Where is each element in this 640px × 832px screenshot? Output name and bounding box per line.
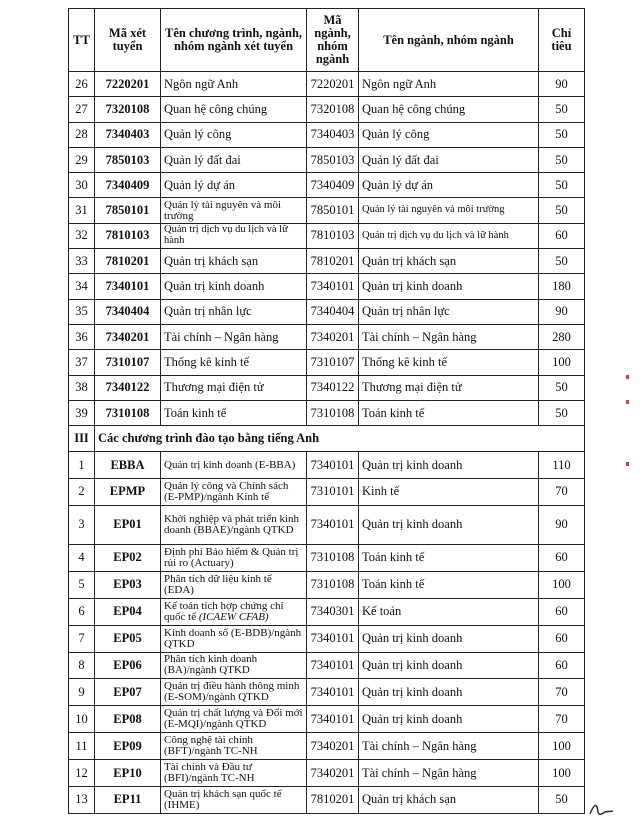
cell-code: 7340122 xyxy=(95,375,161,400)
cell-major: Kế toán xyxy=(359,598,539,625)
cell-code: EP07 xyxy=(95,679,161,706)
cell-tt: 30 xyxy=(69,173,95,198)
cell-program: Quản lý dự án xyxy=(161,173,307,198)
cell-code: EP02 xyxy=(95,544,161,571)
cell-code: 7340404 xyxy=(95,299,161,324)
cell-major-code: 7340201 xyxy=(307,733,359,760)
cell-quota: 60 xyxy=(539,652,585,679)
margin-speck xyxy=(626,375,629,379)
cell-code: 7810103 xyxy=(95,223,161,248)
cell-tt: 11 xyxy=(69,733,95,760)
cell-major: Thống kê kinh tế xyxy=(359,350,539,375)
cell-tt: 35 xyxy=(69,299,95,324)
cell-quota: 50 xyxy=(539,122,585,147)
cell-program xyxy=(161,598,307,625)
cell-major-code: 7340201 xyxy=(307,324,359,349)
cell-code: 7850103 xyxy=(95,147,161,172)
cell-major: Quản trị khách sạn xyxy=(359,249,539,274)
table-row xyxy=(69,652,585,679)
cell-major-code: 7810103 xyxy=(307,223,359,248)
cell-major-code: 7340101 xyxy=(307,706,359,733)
cell-major: Quản trị nhân lực xyxy=(359,299,539,324)
cell-quota: 70 xyxy=(539,706,585,733)
cell-program: Quản trị điều hành thông minh (E-SOM)/ngành QTKD xyxy=(161,679,307,706)
cell-major: Tài chính – Ngân hàng xyxy=(359,733,539,760)
cell-major: Quản lý dự án xyxy=(359,173,539,198)
cell-major-code: 7810201 xyxy=(307,249,359,274)
cell-code: 7810201 xyxy=(95,249,161,274)
cell-tt: 4 xyxy=(69,544,95,571)
cell-major-code: 7310108 xyxy=(307,544,359,571)
cell-major: Quản trị kinh doanh xyxy=(359,274,539,299)
cell-tt: 33 xyxy=(69,249,95,274)
table-row xyxy=(69,97,585,122)
cell-tt: 5 xyxy=(69,571,95,598)
cell-program: Tài chính và Đầu tư (BFI)/ngành TC-NH xyxy=(161,760,307,787)
cell-major-code: 7340101 xyxy=(307,625,359,652)
cell-code: EPMP xyxy=(95,479,161,506)
cell-code: EP09 xyxy=(95,733,161,760)
table-row xyxy=(69,299,585,324)
cell-major-code: 7310101 xyxy=(307,479,359,506)
cell-program: Phân tích kinh doanh (BA)/ngành QTKD xyxy=(161,652,307,679)
cell-program: Tài chính – Ngân hàng xyxy=(161,324,307,349)
cell-tt: 38 xyxy=(69,375,95,400)
cell-program: Quản trị khách sạn quốc tế (IHME) xyxy=(161,786,307,813)
cell-program: Phân tích dữ liệu kinh tế (EDA) xyxy=(161,571,307,598)
document-page xyxy=(68,8,584,814)
cell-major-code: 7340122 xyxy=(307,375,359,400)
cell-quota: 70 xyxy=(539,679,585,706)
cell-quota: 100 xyxy=(539,760,585,787)
cell-major-code: 7340403 xyxy=(307,122,359,147)
cell-tt: 6 xyxy=(69,598,95,625)
cell-code: 7310108 xyxy=(95,400,161,425)
cell-program: Quản lý đất đai xyxy=(161,147,307,172)
header-ma-nganh: Mã ngành, nhóm ngành xyxy=(307,9,359,72)
table-row xyxy=(69,625,585,652)
cell-major: Quản trị kinh doanh xyxy=(359,679,539,706)
cell-major: Quản lý tài nguyên và môi trường xyxy=(359,198,539,223)
cell-quota: 280 xyxy=(539,324,585,349)
cell-major: Toán kinh tế xyxy=(359,571,539,598)
cell-quota: 50 xyxy=(539,786,585,813)
cell-tt: 36 xyxy=(69,324,95,349)
handwritten-initial-mark xyxy=(588,800,614,818)
cell-major-code: 7340409 xyxy=(307,173,359,198)
cell-major: Tài chính – Ngân hàng xyxy=(359,324,539,349)
cell-major: Quản trị khách sạn xyxy=(359,786,539,813)
cell-code: EBBA xyxy=(95,452,161,479)
cell-quota: 50 xyxy=(539,400,585,425)
cell-tt: 39 xyxy=(69,400,95,425)
table-row xyxy=(69,598,585,625)
cell-tt: 31 xyxy=(69,198,95,223)
cell-major: Quan hệ công chúng xyxy=(359,97,539,122)
cell-tt: 10 xyxy=(69,706,95,733)
cell-major: Quản trị kinh doanh xyxy=(359,706,539,733)
cell-tt: 9 xyxy=(69,679,95,706)
table-row xyxy=(69,223,585,248)
header-ten-nganh: Tên ngành, nhóm ngành xyxy=(359,9,539,72)
cell-code: 7310107 xyxy=(95,350,161,375)
table-header-row xyxy=(69,9,585,72)
header-ma-xet-tuyen: Mã xét tuyển xyxy=(95,9,161,72)
cell-major: Thương mại điện tử xyxy=(359,375,539,400)
cell-quota: 110 xyxy=(539,452,585,479)
cell-major-code: 7310108 xyxy=(307,571,359,598)
cell-program: Quản lý tài nguyên và môi trường xyxy=(161,198,307,223)
cell-major: Quản trị dịch vụ du lịch và lữ hành xyxy=(359,223,539,248)
cell-major-code: 7340101 xyxy=(307,505,359,544)
cell-major-code: 7340101 xyxy=(307,652,359,679)
cell-tt: 28 xyxy=(69,122,95,147)
cell-tt: 32 xyxy=(69,223,95,248)
table-row xyxy=(69,786,585,813)
cell-major: Toán kinh tế xyxy=(359,544,539,571)
cell-program: Quản lý công xyxy=(161,122,307,147)
table-row xyxy=(69,198,585,223)
cell-major-code: 7850103 xyxy=(307,147,359,172)
cell-quota: 70 xyxy=(539,479,585,506)
cell-program: Quan hệ công chúng xyxy=(161,97,307,122)
cell-major: Tài chính – Ngân hàng xyxy=(359,760,539,787)
cell-quota: 50 xyxy=(539,173,585,198)
cell-major-code: 7340301 xyxy=(307,598,359,625)
table-row xyxy=(69,400,585,425)
cell-tt: 2 xyxy=(69,479,95,506)
cell-major-code: 7340101 xyxy=(307,679,359,706)
cell-program: Công nghệ tài chính (BFT)/ngành TC-NH xyxy=(161,733,307,760)
cell-major: Toán kinh tế xyxy=(359,400,539,425)
cell-program: Quản trị nhân lực xyxy=(161,299,307,324)
program-cert: (ICAEW CFAB) xyxy=(198,610,269,623)
table-row xyxy=(69,505,585,544)
cell-quota: 100 xyxy=(539,350,585,375)
cell-code: EP04 xyxy=(95,598,161,625)
cell-code: 7340409 xyxy=(95,173,161,198)
cell-code: 7850101 xyxy=(95,198,161,223)
table-row xyxy=(69,679,585,706)
margin-speck xyxy=(626,462,629,466)
cell-tt: 27 xyxy=(69,97,95,122)
cell-quota: 60 xyxy=(539,223,585,248)
cell-quota: 60 xyxy=(539,625,585,652)
cell-tt: 3 xyxy=(69,505,95,544)
cell-major-code: 7340101 xyxy=(307,274,359,299)
cell-quota: 100 xyxy=(539,733,585,760)
cell-tt: 8 xyxy=(69,652,95,679)
cell-quota: 60 xyxy=(539,544,585,571)
section-title: Các chương trình đào tạo bằng tiếng Anh xyxy=(95,426,585,452)
cell-code: 7340201 xyxy=(95,324,161,349)
cell-code: 7340403 xyxy=(95,122,161,147)
cell-major-code: 7310107 xyxy=(307,350,359,375)
cell-major-code: 7320108 xyxy=(307,97,359,122)
cell-major: Kinh tế xyxy=(359,479,539,506)
cell-program: Thương mại điện tử xyxy=(161,375,307,400)
cell-major-code: 7340201 xyxy=(307,760,359,787)
cell-code: 7320108 xyxy=(95,97,161,122)
cell-quota: 90 xyxy=(539,72,585,97)
section-header-row xyxy=(69,426,585,452)
cell-major: Quản lý công xyxy=(359,122,539,147)
cell-program: Quản lý công và Chính sách (E-PMP)/ngành Kinh tế xyxy=(161,479,307,506)
margin-speck xyxy=(626,400,629,404)
cell-quota: 50 xyxy=(539,249,585,274)
cell-program: Quản trị dịch vụ du lịch và lữ hành xyxy=(161,223,307,248)
cell-quota: 50 xyxy=(539,97,585,122)
cell-quota: 180 xyxy=(539,274,585,299)
header-tt: TT xyxy=(69,9,95,72)
table-row xyxy=(69,544,585,571)
cell-major: Ngôn ngữ Anh xyxy=(359,72,539,97)
cell-program: Kinh doanh số (E-BDB)/ngành QTKD xyxy=(161,625,307,652)
table-row xyxy=(69,760,585,787)
cell-code: EP08 xyxy=(95,706,161,733)
table-row xyxy=(69,479,585,506)
cell-major: Quản trị kinh doanh xyxy=(359,652,539,679)
cell-quota: 50 xyxy=(539,375,585,400)
cell-program: Khởi nghiệp và phát triển kinh doanh (BBAE)/ngành QTKD xyxy=(161,505,307,544)
cell-major: Quản lý đất đai xyxy=(359,147,539,172)
cell-quota: 50 xyxy=(539,147,585,172)
cell-quota: 60 xyxy=(539,598,585,625)
cell-program: Quản trị kinh doanh xyxy=(161,274,307,299)
cell-major-code: 7340101 xyxy=(307,452,359,479)
table-row xyxy=(69,350,585,375)
cell-quota: 50 xyxy=(539,198,585,223)
cell-program: Định phí Bảo hiểm & Quản trị rủi ro (Actuary) xyxy=(161,544,307,571)
cell-code: 7340101 xyxy=(95,274,161,299)
table-row xyxy=(69,173,585,198)
cell-tt: 1 xyxy=(69,452,95,479)
table-row xyxy=(69,324,585,349)
cell-code: EP06 xyxy=(95,652,161,679)
section-number: III xyxy=(69,426,95,452)
cell-tt: 34 xyxy=(69,274,95,299)
cell-tt: 7 xyxy=(69,625,95,652)
cell-tt: 12 xyxy=(69,760,95,787)
admissions-table xyxy=(68,8,585,814)
table-row xyxy=(69,274,585,299)
cell-major-code: 7340404 xyxy=(307,299,359,324)
table-row xyxy=(69,452,585,479)
cell-major-code: 7220201 xyxy=(307,72,359,97)
header-ten-chuong-trinh: Tên chương trình, ngành, nhóm ngành xét tuyển xyxy=(161,9,307,72)
cell-tt: 13 xyxy=(69,786,95,813)
cell-major: Quản trị kinh doanh xyxy=(359,625,539,652)
cell-program: Quản trị khách sạn xyxy=(161,249,307,274)
cell-major: Quản trị kinh doanh xyxy=(359,505,539,544)
cell-program: Thống kê kinh tế xyxy=(161,350,307,375)
cell-code: EP10 xyxy=(95,760,161,787)
table-row xyxy=(69,706,585,733)
cell-program: Ngôn ngữ Anh xyxy=(161,72,307,97)
cell-tt: 29 xyxy=(69,147,95,172)
table-row xyxy=(69,733,585,760)
table-row xyxy=(69,147,585,172)
cell-major-code: 7850101 xyxy=(307,198,359,223)
cell-quota: 90 xyxy=(539,505,585,544)
table-row xyxy=(69,375,585,400)
table-row xyxy=(69,249,585,274)
cell-quota: 90 xyxy=(539,299,585,324)
cell-program: Toán kinh tế xyxy=(161,400,307,425)
cell-major-code: 7810201 xyxy=(307,786,359,813)
cell-program: Quản trị kinh doanh (E-BBA) xyxy=(161,452,307,479)
cell-major-code: 7310108 xyxy=(307,400,359,425)
cell-major: Quản trị kinh doanh xyxy=(359,452,539,479)
cell-code: EP01 xyxy=(95,505,161,544)
table-row xyxy=(69,72,585,97)
cell-code: 7220201 xyxy=(95,72,161,97)
cell-code: EP05 xyxy=(95,625,161,652)
cell-quota: 100 xyxy=(539,571,585,598)
cell-code: EP11 xyxy=(95,786,161,813)
cell-tt: 26 xyxy=(69,72,95,97)
cell-code: EP03 xyxy=(95,571,161,598)
table-row xyxy=(69,122,585,147)
cell-tt: 37 xyxy=(69,350,95,375)
header-chi-tieu: Chỉ tiêu xyxy=(539,9,585,72)
cell-program: Quản trị chất lượng và Đổi mới (E-MQI)/ngành QTKD xyxy=(161,706,307,733)
program-text: Kế toán tích hợp chứng chỉ quốc tế xyxy=(164,599,284,623)
table-row xyxy=(69,571,585,598)
